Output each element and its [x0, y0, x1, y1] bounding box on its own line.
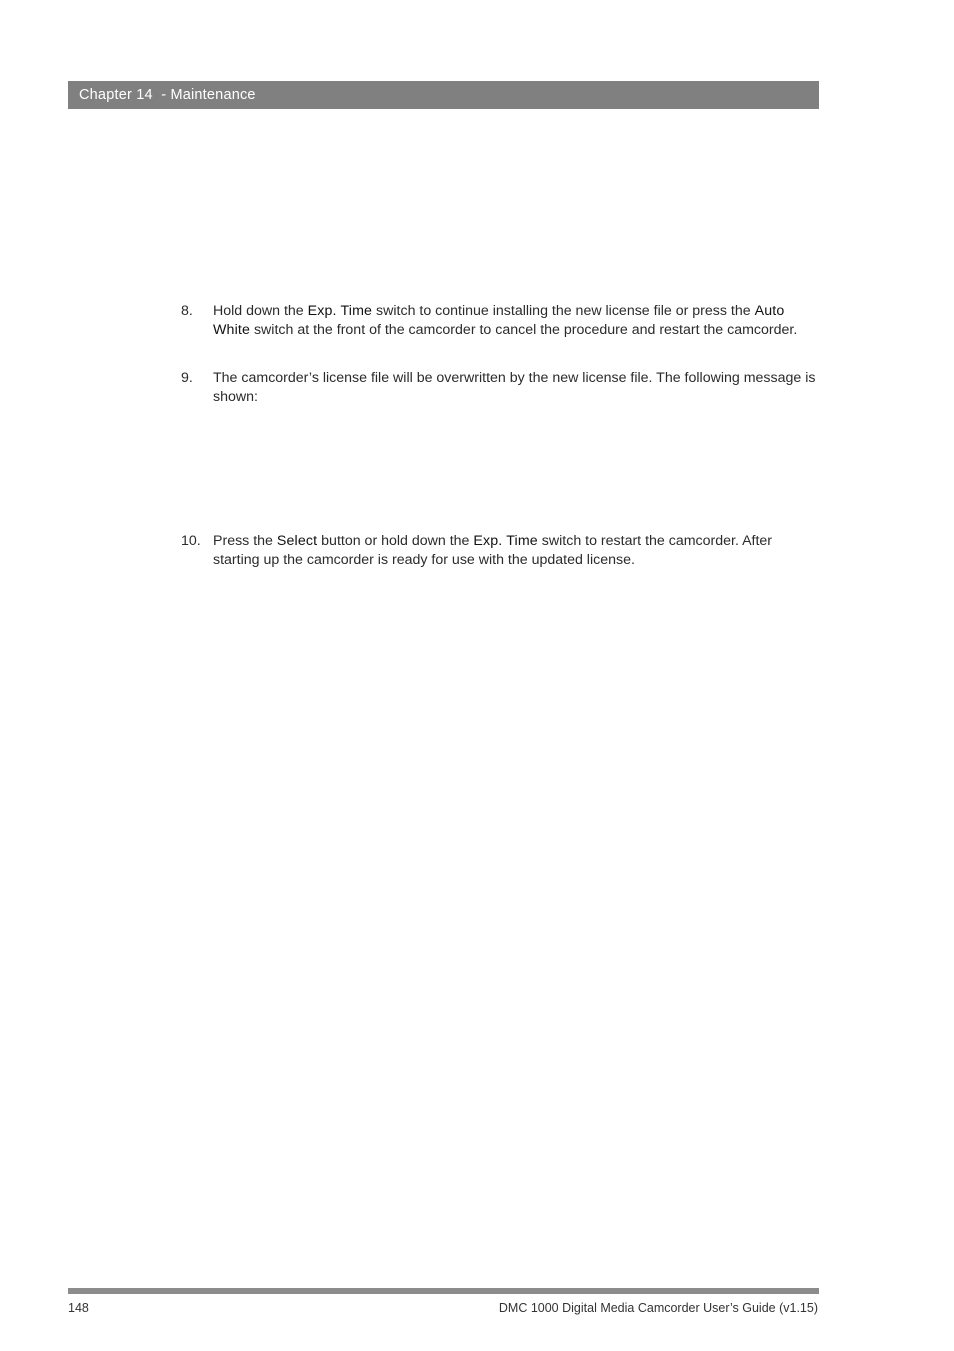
- step-text-segment: Hold down the: [213, 303, 308, 319]
- control-name: Exp. Time: [473, 533, 538, 549]
- step-text-segment: The camcorder’s license file will be overwritten by the new license file. The following message is shown:: [213, 370, 816, 406]
- step-item: [181, 302, 821, 341]
- page-number: 148: [68, 1301, 89, 1315]
- step-text-segment: switch at the front of the camcorder to cancel the procedure and restart the camcorder.: [250, 322, 798, 339]
- step-text-segment: switch to restart the camcorder. After starting up the camcorder is ready for use with the updated license.: [213, 533, 773, 569]
- step-number: 8.: [181, 303, 193, 319]
- footer-divider: [68, 1288, 819, 1294]
- step-number: 10.: [181, 533, 201, 549]
- chapter-header-bar: [68, 81, 819, 109]
- control-name: Auto White: [213, 303, 785, 339]
- step-text-segment: button or hold down the: [317, 533, 474, 549]
- document-title: DMC 1000 Digital Media Camcorder User’s Guide (v1.15): [498, 1301, 818, 1315]
- control-name: Select: [276, 533, 318, 549]
- chapter-title: Chapter 14 - Maintenance: [79, 87, 256, 103]
- step-text: [213, 302, 821, 341]
- step-text-segment: switch to continue installing the new license file or press the: [372, 303, 755, 319]
- step-text-segment: Press the: [213, 533, 277, 549]
- step-number: 9.: [181, 370, 193, 386]
- step-text: [213, 532, 821, 571]
- step-item: [181, 532, 821, 571]
- control-name: Exp. Time: [307, 303, 373, 319]
- step-text: [213, 369, 821, 408]
- step-item: [181, 369, 821, 408]
